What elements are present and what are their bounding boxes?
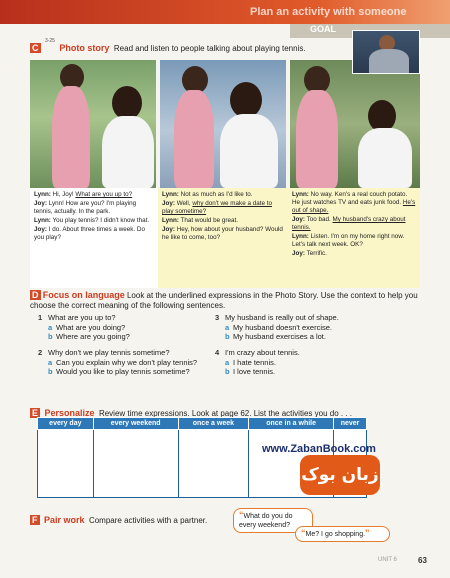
speaker: Joy: [162, 226, 175, 233]
speaker: Joy: [34, 200, 47, 207]
question-2 [38, 348, 203, 377]
focus-on-language-instruction: Look at the underlined expressions in the Photo Story. Use the context to help you choose the correct meaning of the following sentences. [30, 291, 418, 310]
line-text: That would be great. [180, 217, 238, 224]
photo-2 [160, 60, 286, 188]
line-text: Terrific. [306, 250, 327, 257]
option-letter: a [48, 322, 53, 332]
question-number: 3 [215, 313, 220, 322]
dialog-line [162, 226, 284, 242]
column-header: every day [38, 418, 94, 430]
speaker: Lynn: [292, 233, 309, 240]
question-text: What are you up to? [48, 313, 116, 322]
line-text: Not as much as I'd like to. [180, 191, 253, 198]
underlined-expression: My husband's crazy about tennis. [292, 216, 406, 231]
dialog-line [292, 250, 416, 258]
pair-work-instruction: Compare activities with a partner. [88, 516, 208, 525]
goal-label: GOAL [310, 24, 336, 34]
photo-story-instruction: Read and listen to people talking about playing tennis. [113, 44, 306, 53]
line-text: Lynn! How are you? I'm playing tennis, actually. In the park. [34, 200, 137, 215]
option-letter: b [48, 332, 53, 341]
speaker: Lynn: [292, 191, 309, 198]
question-number: 4 [215, 348, 220, 357]
photo-inset-husband [352, 30, 420, 74]
speaker: Lynn: [34, 217, 51, 224]
line-text: No way. Ken's a real couch potato. He just watches TV and eats junk food. [292, 191, 408, 206]
dialog-line [292, 216, 416, 232]
option-text[interactable]: I love tennis. [233, 367, 276, 376]
dialog-panel-3 [288, 188, 420, 288]
focus-on-language-title: Focus on language [42, 290, 125, 300]
page-number: 63 [418, 556, 427, 565]
pair-work-title: Pair work [43, 515, 85, 525]
question-number: 1 [38, 313, 43, 322]
answer-cell-once-a-week[interactable] [178, 430, 249, 498]
speaker: Joy: [34, 226, 47, 233]
speaker: Joy: [162, 200, 175, 207]
section-letter-f: F [32, 515, 38, 525]
answer-cell-every-day[interactable] [38, 430, 94, 498]
audio-track-label: 3-25 [44, 38, 55, 44]
option-text[interactable]: My husband doesn't exercise. [233, 322, 332, 332]
dialog-line [34, 226, 154, 242]
option-letter: b [48, 367, 53, 376]
photo-story-images [30, 60, 420, 188]
speaker: Lynn: [162, 217, 179, 224]
underlined-expression: why don't we make a date to play sometime? [162, 200, 272, 215]
option-text[interactable]: Can you explain why we don't play tennis? [56, 357, 198, 367]
question-4 [215, 348, 385, 377]
underlined-expression: What are you up to? [75, 191, 133, 198]
line-text: Well, [176, 200, 191, 207]
option-text[interactable]: I hate tennis. [233, 357, 276, 367]
underlined-expression: He's out of shape. [292, 199, 416, 214]
photo-3 [290, 60, 420, 188]
goal-title: Plan an activity with someone [250, 6, 407, 18]
watermark-logo: زبان بوک [300, 455, 380, 495]
option-text[interactable]: Would you like to play tennis sometime? [56, 367, 190, 376]
question-text: I'm crazy about tennis. [225, 348, 300, 357]
option-letter: b [225, 332, 230, 341]
speaker: Joy: [292, 250, 305, 257]
option-letter: a [48, 357, 53, 367]
dialog-line [162, 217, 284, 225]
question-number: 2 [38, 348, 43, 357]
section-f-header [30, 510, 250, 528]
option-letter: a [225, 322, 230, 332]
dialog-line [162, 200, 284, 216]
speaker: Joy: [292, 216, 305, 223]
question-text: My husband is really out of shape. [225, 313, 339, 322]
section-letter-c: C [32, 43, 39, 53]
personalize-instruction: Review time expressions. Look at page 62. List the activities you do . . . [98, 409, 352, 418]
question-text: Why don't we play tennis sometime? [48, 348, 170, 357]
bubble-text: Me? I go shopping. [305, 531, 366, 538]
option-letter: b [225, 367, 230, 376]
line-text: Hey, how about your husband? Would he like to come, too? [162, 226, 283, 241]
personalize-title: Personalize [44, 408, 95, 418]
dialog-line [292, 233, 416, 249]
line-text: Too bad. [306, 216, 331, 223]
watermark-url: www.ZabanBook.com [262, 443, 376, 455]
answer-cell-every-weekend[interactable] [93, 430, 178, 498]
photo-1 [30, 60, 156, 188]
line-text: I do. About three times a week. Do you play? [34, 226, 145, 241]
column-header: once a week [178, 418, 249, 430]
dialog-line [292, 191, 416, 215]
question-1 [38, 313, 203, 342]
photo-story-title: Photo story [59, 43, 110, 53]
quote-icon: “ [301, 528, 306, 538]
question-3 [215, 313, 385, 342]
section-d-header [30, 290, 430, 311]
option-letter: a [225, 357, 230, 367]
dialog-line [34, 191, 154, 199]
line-text: You play tennis? I didn't know that. [52, 217, 150, 224]
speaker: Lynn: [162, 191, 179, 198]
speech-bubble-answer [295, 526, 390, 542]
column-header: every weekend [93, 418, 178, 430]
dialog-panel-1 [30, 188, 158, 288]
speaker: Lynn: [34, 191, 51, 198]
option-text[interactable]: My husband exercises a lot. [233, 332, 326, 341]
dialog-line [34, 217, 154, 225]
quote-close-icon: ” [365, 528, 370, 538]
section-letter-d: D [32, 290, 39, 300]
line-text: Listen. I'm on my home right now. Let's talk next week. OK? [292, 233, 405, 248]
dialog-line [162, 191, 284, 199]
column-header: never [334, 418, 367, 430]
quote-icon: “ [239, 510, 244, 520]
bubble-text: What do you do every weekend? [239, 513, 293, 529]
dialog-panel-2 [158, 188, 288, 288]
option-text[interactable]: Where are you going? [56, 332, 130, 341]
unit-label: UNIT 6 [378, 557, 397, 563]
section-letter-e: E [32, 408, 39, 418]
line-text: Hi, Joy! [52, 191, 74, 198]
dialog-line [34, 200, 154, 216]
column-header: once in a while [249, 418, 334, 430]
option-text[interactable]: What are you doing? [56, 322, 126, 332]
